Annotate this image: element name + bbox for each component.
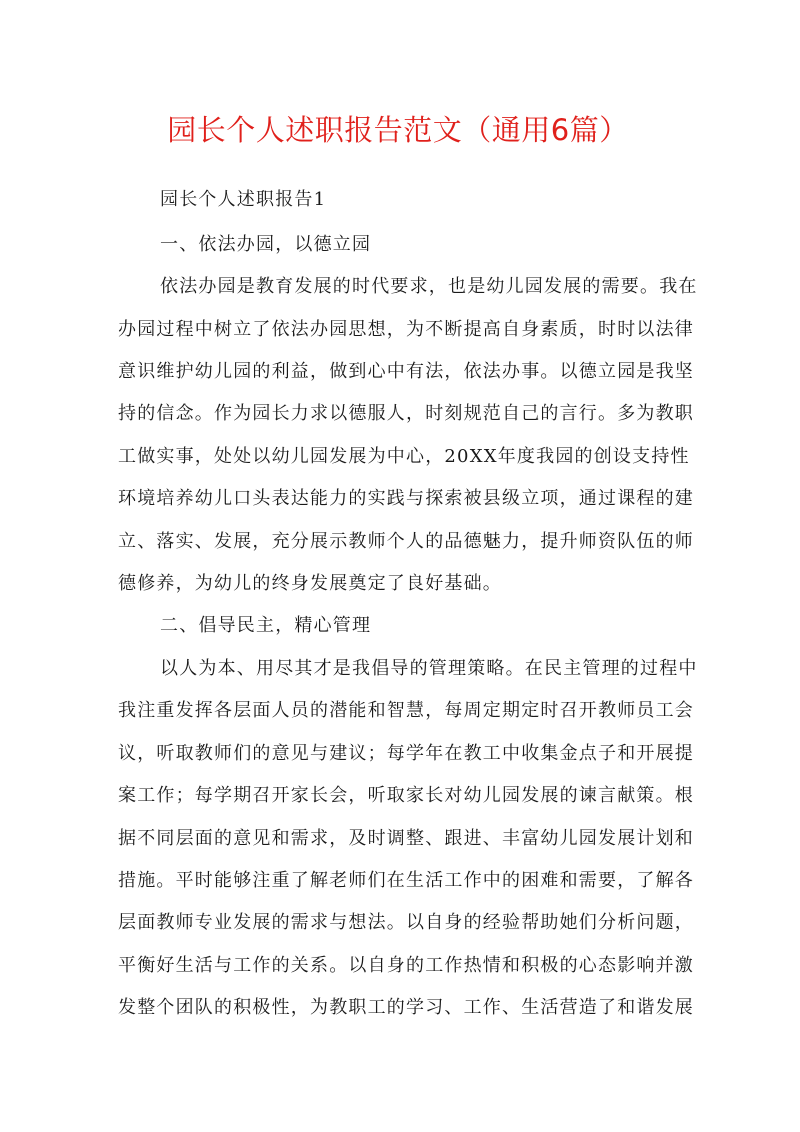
paragraph-line: 措施。平时能够注重了解老师们在生活工作中的困难和需要，了解各 — [118, 870, 694, 891]
paragraph-line: 发整个团队的积极性，为教职工的学习、工作、生活营造了和谐发展 — [118, 997, 694, 1018]
section-heading-2: 二、倡导民主，精心管理 — [160, 615, 372, 636]
paragraph-line: 意识维护幼儿园的利益，做到心中有法，依法办事。以德立园是我坚 — [118, 361, 694, 382]
paragraph-line: 办园过程中树立了依法办园思想，为不断提高自身素质，时时以法律 — [118, 319, 694, 340]
paragraph-line: 环境培养幼儿口头表达能力的实践与探索被县级立项，通过课程的建 — [118, 488, 694, 509]
paragraph-line: 持的信念。作为园长力求以德服人，时刻规范自己的言行。多为教职 — [118, 403, 694, 424]
paragraph-line: 依法办园是教育发展的时代要求，也是幼儿园发展的需要。我在 — [160, 276, 698, 297]
section-heading-1: 一、依法办园，以德立园 — [160, 234, 372, 255]
document-title: 园长个人述职报告范文（通用6篇） — [167, 113, 629, 147]
paragraph-line: 层面教师专业发展的需求与想法。以自身的经验帮助她们分析问题， — [118, 912, 694, 933]
paragraph-line: 案工作；每学期召开家长会，听取家长对幼儿园发展的谏言献策。根 — [118, 785, 694, 806]
paragraph-line: 平衡好生活与工作的关系。以自身的工作热情和积极的心态影响并激 — [118, 955, 694, 976]
paragraph-line: 据不同层面的意见和需求，及时调整、跟进、丰富幼儿园发展计划和 — [118, 828, 694, 849]
paragraph-line: 以人为本、用尽其才是我倡导的管理策略。在民主管理的过程中 — [160, 658, 698, 679]
paragraph-line: 工做实事，处处以幼儿园发展为中心，20XX年度我园的创设支持性 — [118, 446, 690, 467]
paragraph-line: 我注重发挥各层面人员的潜能和智慧，每周定期定时召开教师员工会 — [118, 700, 694, 721]
paragraph-line: 立、落实、发展，充分展示教师个人的品德魅力，提升师资队伍的师 — [118, 531, 694, 552]
paragraph-line: 德修养，为幼儿的终身发展奠定了良好基础。 — [118, 573, 502, 594]
paragraph-line: 议，听取教师们的意见与建议；每学年在教工中收集金点子和开展提 — [118, 743, 694, 764]
report-heading: 园长个人述职报告1 — [160, 189, 327, 210]
